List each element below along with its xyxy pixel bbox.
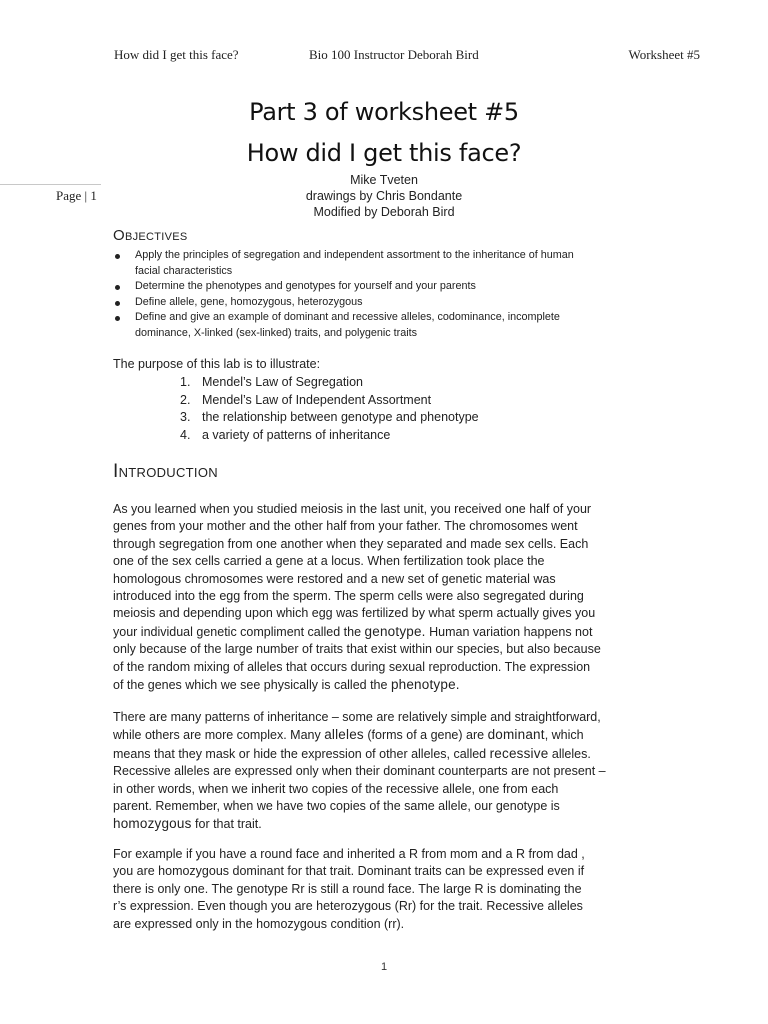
title-line-2: How did I get this face? [246, 139, 522, 167]
page-number: 1 [380, 961, 388, 973]
term-homozygous: homozygous [113, 816, 192, 832]
purpose-item: 4. a variety of patterns of inheritance [180, 427, 391, 442]
credit-drawings: drawings by Chris Bondante [305, 189, 463, 203]
intro-paragraph-1: As you learned when you studied meiosis in the last unit, you received one half of your genes from your mother and the other half from your father. The chromosomes went through segregation from one another when they separated and made sex cells. Each one of the sex cells carried a gene at a locus. When fertilization took place the homologous chromosomes were restored and a new set of genetic material was introduced into the egg from the sperm. The sperm cells were also segregated during meiosis and depending upon which egg was fertilized by what sperm actually gives you your individual genetic compliment called the genotype. Human variation happens not only because of the large number of traits that exist within our species, but also because of the random mixing of alleles that occurs during sexual reproduction. The expression of the genes which we see physically is called the phenotype. [113, 502, 601, 693]
term-dominant: dominant [487, 727, 545, 743]
term-alleles: alleles [324, 727, 364, 743]
intro-paragraph-2: There are many patterns of inheritance – some are relatively simple and straightforward, while others are more complex. Many alleles (forms of a gene) are dominant, which means that they mask or hide the expression of other alleles, called recessive alleles. Recessive alleles are expressed only when their dominant counterparts are not present – in other words, when we inherit two copies of the recessive allele, one from each parent. Remember, when we have two copies of the same allele, our genotype is homozygous for that trait. [113, 710, 606, 832]
running-header [114, 47, 700, 65]
header-right: Worksheet #5 [628, 47, 700, 62]
objective-item: Define allele, gene, homozygous, heterozygous [113, 295, 653, 311]
term-recessive: recessive [489, 745, 549, 761]
credit-modified: Modified by Deborah Bird [313, 205, 455, 219]
objectives-list [113, 248, 653, 341]
purpose-list [180, 374, 479, 444]
objective-item: Define and give an example of dominant and recessive alleles, codominance, incomplete dominance, X-linked (sex-linked) traits, and polygenic traits [113, 310, 653, 341]
intro-paragraph-3: For example if you have a round face and inherited a R from mom and a R from dad , you are homozygous dominant for that trait. Dominant traits can be expressed even if there is only one. The genotype Rr is still a round face. The large R is dominating the r’s expression. Even though you are heterozygous (Rr) for the trait. Recessive alleles are expressed only in the homozygous condition (rr). [113, 847, 585, 931]
purpose-item: 1. Mendel’s Law of Segregation [180, 375, 363, 389]
credits [0, 172, 768, 220]
introduction-heading: Introduction [113, 461, 218, 482]
purpose-intro: The purpose of this lab is to illustrate: [113, 357, 321, 371]
objectives-heading: Objectives [113, 227, 188, 244]
purpose-item: 3. the relationship between genotype and phenotype [180, 410, 479, 424]
objective-item: Apply the principles of segregation and independent assortment to the inheritance of human facial characteristics [113, 248, 653, 279]
side-page-label: Page | 1 [56, 188, 97, 203]
term-genotype: genotype. [364, 623, 426, 639]
header-left: How did I get this face? [114, 47, 239, 62]
header-middle: Bio 100 Instructor Deborah Bird [309, 47, 479, 62]
credit-author: Mike Tveten [350, 173, 418, 187]
objective-item: Determine the phenotypes and genotypes for yourself and your parents [113, 279, 653, 295]
term-phenotype: phenotype. [390, 677, 460, 693]
title-line-1: Part 3 of worksheet #5 [249, 98, 519, 126]
purpose-item: 2. Mendel’s Law of Independent Assortment [180, 392, 432, 407]
